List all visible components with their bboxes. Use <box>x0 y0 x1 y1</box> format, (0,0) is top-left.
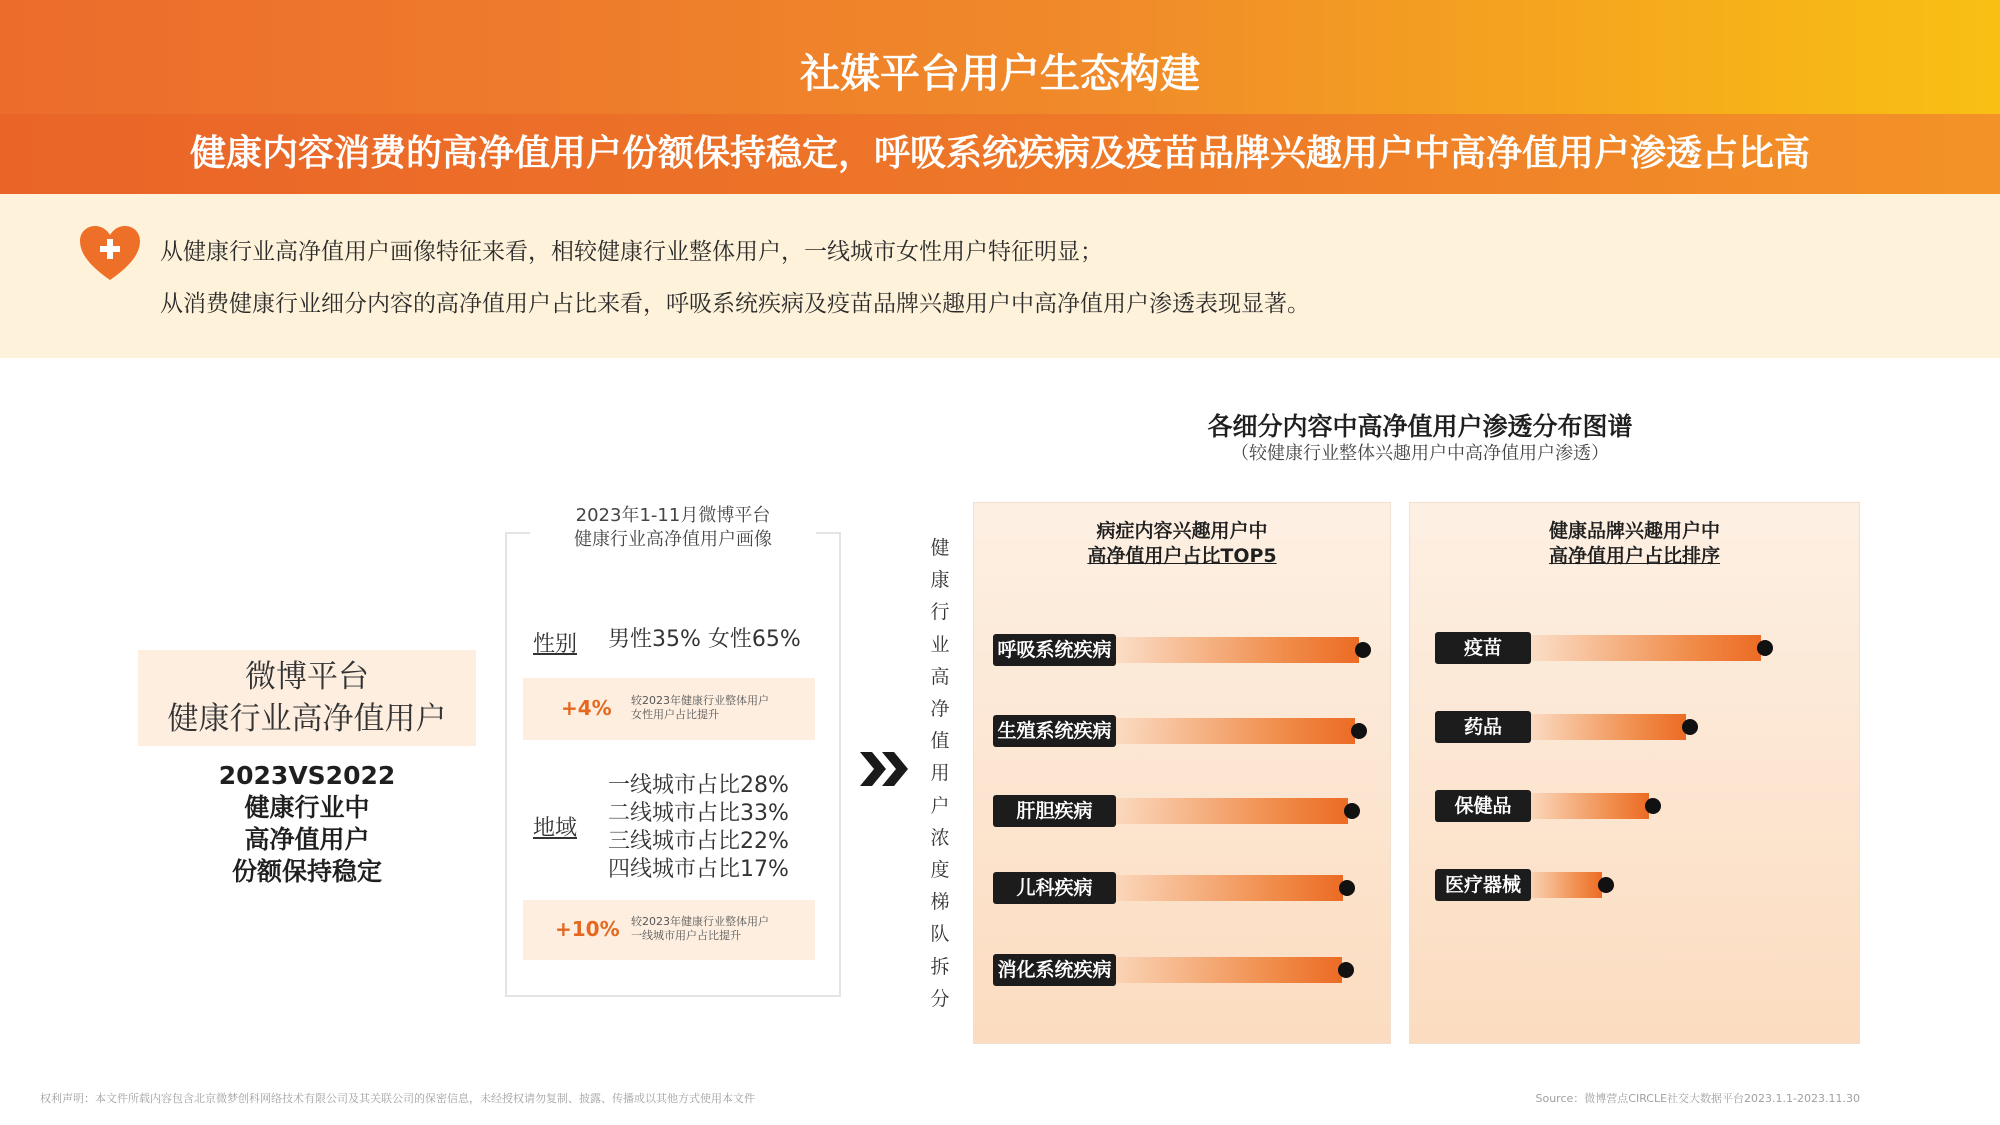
gender-note-line2: 女性用户占比提升 <box>631 708 719 721</box>
brand-title-line2-text: 高净值用户占比排序 <box>1548 545 1720 567</box>
bar <box>1112 798 1348 824</box>
region-line: 二线城市占比33% <box>608 801 789 826</box>
gender-label: 性别 <box>533 632 578 657</box>
category-label: 呼吸系统疾病 <box>993 634 1116 666</box>
disease-title-line2-text: 高净值用户占比TOP5 <box>1087 545 1277 567</box>
chart-subtitle: （较健康行业整体兴趣用户中高净值用户渗透） <box>1231 443 1609 464</box>
bar-end-dot <box>1338 962 1354 978</box>
bar-end-dot <box>1344 803 1360 819</box>
category-label: 药品 <box>1435 711 1531 743</box>
desc-line: 高净值用户 <box>244 825 370 854</box>
page-title: 社媒平台用户生态构建 <box>800 51 1200 97</box>
chart-title: 各细分内容中高净值用户渗透分布图谱 <box>1207 412 1633 441</box>
category-label: 生殖系统疾病 <box>993 715 1116 747</box>
bar <box>1527 714 1686 740</box>
profile-card-title <box>530 504 816 552</box>
source-note: Source：微博营点CIRCLE社交大数据平台2023.1.1-2023.11.30 <box>1535 1092 1860 1105</box>
region-delta-box <box>523 900 815 960</box>
bar-end-dot <box>1682 719 1698 735</box>
region-line: 一线城市占比28% <box>608 773 789 798</box>
desc-line: 2023VS2022 <box>218 761 396 790</box>
disease-title-line1: 病症内容兴趣用户中 <box>1096 520 1268 542</box>
summary-line-1: 从健康行业高净值用户画像特征来看，相较健康行业整体用户，一线城市女性用户特征明显； <box>160 239 1103 265</box>
bar <box>1527 635 1761 661</box>
bar-end-dot <box>1757 640 1773 656</box>
category-label: 消化系统疾病 <box>993 954 1116 986</box>
category-label: 儿科疾病 <box>993 872 1116 904</box>
double-chevron-right-icon <box>860 752 910 786</box>
gender-delta-box <box>523 678 815 740</box>
brand-panel <box>1409 502 1860 1044</box>
disease-panel-title <box>973 519 1391 569</box>
gender-note-line1: 较2023年健康行业整体用户 <box>631 694 769 707</box>
region-note <box>631 915 769 943</box>
bar-end-dot <box>1355 642 1371 658</box>
bar-end-dot <box>1339 880 1355 896</box>
summary-panel <box>0 194 2000 358</box>
bar <box>1112 637 1359 663</box>
bar-end-dot <box>1645 798 1661 814</box>
region-note-line2: 一线城市用户占比提升 <box>631 929 741 942</box>
category-label: 医疗器械 <box>1435 869 1531 901</box>
category-label: 肝胆疾病 <box>993 795 1116 827</box>
region-line: 三线城市占比22% <box>608 829 789 854</box>
bar-end-dot <box>1598 877 1614 893</box>
gender-text: 男性35% 女性65% <box>608 627 801 652</box>
vertical-axis-label: 健康行业高净值用户浓度梯队拆分 <box>930 537 950 1010</box>
brand-title-line1: 健康品牌兴趣用户中 <box>1548 520 1720 542</box>
profile-title-line2: 健康行业高净值用户画像 <box>574 529 772 550</box>
page-subtitle: 健康内容消费的高净值用户份额保持稳定，呼吸系统疾病及疫苗品牌兴趣用户中高净值用户渗透占比高 <box>189 133 1810 174</box>
summary-line-2: 从消费健康行业细分内容的高净值用户占比来看，呼吸系统疾病及疫苗品牌兴趣用户中高净值用户渗透表现显著。 <box>160 291 1310 317</box>
gender-note <box>631 694 769 722</box>
weibo-label-line2: 健康行业高净值用户 <box>167 701 447 737</box>
profile-title-line1: 2023年1-11月微博平台 <box>575 505 771 526</box>
brand-panel-title <box>1409 519 1860 569</box>
bar <box>1527 793 1649 819</box>
heart-plus-icon <box>78 224 142 282</box>
region-delta: +10% <box>555 917 620 941</box>
region-label: 地域 <box>533 816 578 841</box>
category-label: 保健品 <box>1435 790 1531 822</box>
bar <box>1112 875 1343 901</box>
brand-title-line2 <box>1409 544 1860 569</box>
bar <box>1527 872 1602 898</box>
region-line: 四线城市占比17% <box>608 857 789 882</box>
desc-line: 份额保持稳定 <box>231 857 382 886</box>
region-list <box>608 772 789 884</box>
gender-delta: +4% <box>561 696 612 720</box>
bar <box>1112 957 1342 983</box>
weibo-label-line1: 微博平台 <box>245 659 369 695</box>
rights-disclaimer: 权利声明：本文件所载内容包含北京微梦创科网络技术有限公司及其关联公司的保密信息，未经授权请勿复制、披露、传播或以其他方式使用本文件 <box>40 1092 755 1105</box>
category-label: 疫苗 <box>1435 632 1531 664</box>
bar <box>1112 718 1355 744</box>
desc-line: 健康行业中 <box>244 793 370 822</box>
share-stable-text <box>138 760 476 888</box>
region-note-line1: 较2023年健康行业整体用户 <box>631 915 769 928</box>
disease-title-line2 <box>973 544 1391 569</box>
weibo-label <box>138 650 476 746</box>
